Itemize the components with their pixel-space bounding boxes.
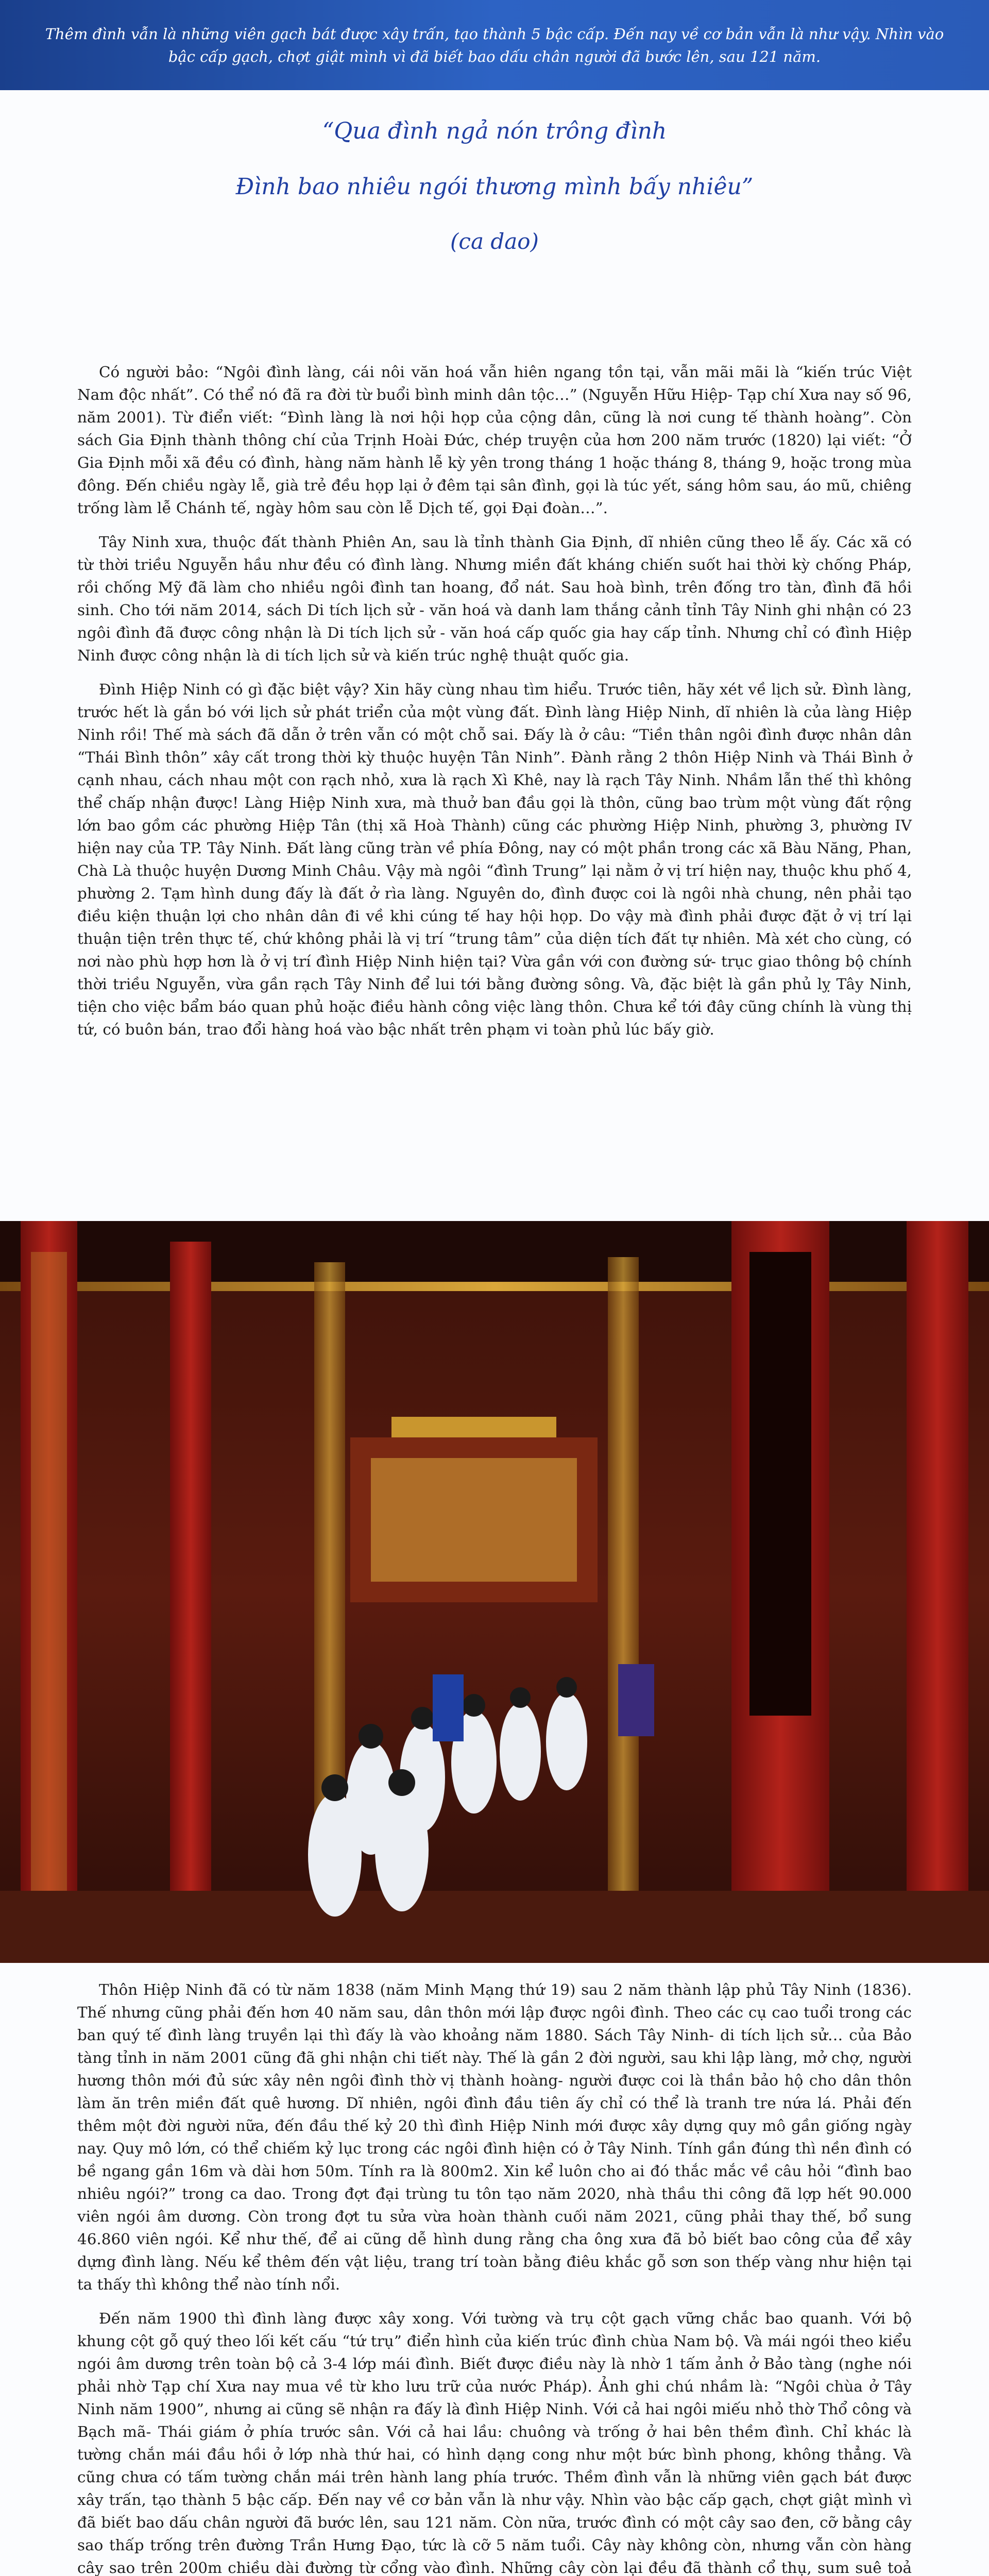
- paragraph: Tây Ninh xưa, thuộc đất thành Phiên An, sau là tỉnh thành Gia Định, dĩ nhiên cũng theo lễ ấy. Các xã có từ thời triều Nguyễn hầu như đều có đình làng. Nhưng miền đất kháng chiến suốt hai thời kỳ chống Pháp, rồi chống Mỹ đã làm cho nhiều ngôi đình tan hoang, đổ nát. Sau hoà bình, trên đống tro tàn, đình đã hồi sinh. Cho tới năm 2014, sách Di tích lịch sử - văn hoá và danh lam thắng cảnh tỉnh Tây Ninh ghi nhận có 23 ngôi đình đã được công nhận là Di tích lịch sử - văn hoá cấp quốc gia hay cấp tỉnh. Nhưng chỉ có đình Hiệp Ninh được công nhận là di tích lịch sử và kiến trúc nghệ thuật quốc gia.: [77, 533, 912, 664]
- paragraph: Có người bảo: “Ngôi đình làng, cái nôi văn hoá vẫn hiên ngang tồn tại, vẫn mãi mãi là “kiến trúc Việt Nam độc nhất”. Có thể nó đã ra đời từ buổi bình minh dân tộc…” (Nguyễn Hữu Hiệp- Tạp chí Xưa nay số 96, năm 2001). Từ điển viết: “Đình làng là nơi hội họp của cộng dân, cũng là nơi cung tế thành hoàng”. Còn sách Gia Định thành thông chí của Trịnh Hoài Đức, chép truyện của hơn 200 năm trước (1820) lại viết: “Ở Gia Định mỗi xã đều có đình, hàng năm hành lễ kỳ yên trong tháng 1 hoặc tháng 8, tháng 9, hoặc trong mùa đông. Đến chiều ngày lễ, già trẻ đều họp lại ở đêm tại sân đình, gọi là túc yết, sáng hôm sau, áo mũ, chiêng trống làm lễ Chánh tế, ngày hôm sau còn lễ Dịch tế, gọi Đại đoàn…”.: [77, 363, 912, 517]
- article-body-top: [77, 361, 912, 1052]
- paragraph: Đến năm 1900 thì đình làng được xây xong. Với tường và trụ cột gạch vững chắc bao quanh. Với bộ khung cột gỗ quý theo lối kết cấu “tứ trụ” điển hình của kiến trúc đình chùa Nam bộ. Và mái ngói theo kiểu ngói âm dương trên toàn bộ cả 3-4 lớp mái đình. Biết được điều này là nhờ 1 tấm ảnh ở Bảo tàng (nghe nói phải nhờ Tạp chí Xưa nay mua về từ kho lưu trữ của nước Pháp). Ảnh ghi chú nhầm là: “Ngôi chùa ở Tây Ninh năm 1900”, nhưng ai cũng sẽ nhận ra đấy là đình Hiệp Ninh. Với cả hai ngôi miếu nhỏ thờ Thổ công và Bạch mã- Thái giám ở phía trước sân. Với cả hai lầu: chuông và trống ở hai bên thềm đình. Chỉ khác là tường chắn mái đầu hồi ở lớp nhà thứ hai, có hình dạng cong như một bức bình phong, không thẳng. Và cũng chưa có tấm tường chắn mái trên hành lang phía trước. Thềm đình vẫn là những viên gạch bát được xây trấn, tạo thành 5 bậc cấp. Đến nay về cơ bản vẫn là như vậy. Nhìn vào bậc cấp gạch, chợt giật mình vì đã biết bao dấu chân người đã bước lên, sau 121 năm. Còn nữa, trước đình có một cây sao đen, cỡ bằng cây sao thấp trống trên đường Trần Hưng Đạo, tức là cỡ 5 năm tuổi. Cây này không còn, nhưng vẫn còn hàng cây sao trên 200m chiều dài đường từ cổng vào đình. Những cây còn lại đều đã thành cổ thụ, sum suê toả: [77, 2310, 912, 2576]
- poem-line-2: Đình bao nhiêu ngói thương mình bấy nhiêu”: [235, 174, 754, 200]
- paragraph: Thôn Hiệp Ninh đã có từ năm 1838 (năm Minh Mạng thứ 19) sau 2 năm thành lập phủ Tây Ninh (1836). Thế nhưng cũng phải đến hơn 40 năm sau, dân thôn mới lập được ngôi đình. Theo các cụ cao tuổi trong các ban quý tế đình làng truyền lại thì đấy là vào khoảng năm 1880. Sách Tây Ninh- di tích lịch sử… của Bảo tàng tỉnh in năm 2001 cũng đã ghi nhận chi tiết này. Thế là gần 2 đời người, sau khi lập làng, mở chợ, người hương thôn mới đủ sức xây nên ngôi đình thờ vị thành hoàng- người được coi là thần bảo hộ cho dân thôn làm ăn trên miền đất quê hương. Dĩ nhiên, ngôi đình đầu tiên ấy chỉ có thể là tranh tre nứa lá. Phải đến thêm một đời người nữa, đến đầu thế kỷ 20 thì đình Hiệp Ninh mới được xây dựng quy mô gần giống ngày nay. Quy mô lớn, có thể chiếm kỷ lục trong các ngôi đình hiện có ở Tây Ninh. Tính gần đúng thì nền đình có bề ngang gần 16m và dài hơn 50m. Tính ra là 800m2. Xin kể luôn cho ai đó thắc mắc về câu hỏi “đình bao nhiêu ngói?” trong ca dao. Trong đợt đại trùng tu tôn tạo năm 2020, nhà thầu thi công đã lợp hết 90.000 viên ngói âm dương. Còn trong đợt tu sửa vừa hoàn thành cuối năm 2021, cũng phải thay thế, bổ sung 46.860 viên ngói. Kể như thế, để ai cũng dễ hình dung rằng cha ông xưa đã bỏ biết bao công của để xây dựng đình làng. Nếu kể thêm đến vật liệu, trang trí toàn bằng điêu khắc gỗ sơn son thếp vàng như hiện tại ta thấy thì không thể nào tính nổi.: [77, 1981, 912, 2293]
- intro-text: Thêm đình vẫn là những viên gạch bát được xây trấn, tạo thành 5 bậc cấp. Đến nay về cơ bản vẫn là như vậy. Nhìn vào bậc cấp gạch, chợt giật mình vì đã biết bao dấu chân người đã bước lên, sau 121 năm.: [45, 25, 944, 65]
- poem-line-1: “Qua đình ngả nón trông đình: [322, 118, 667, 144]
- article-body-bottom: [77, 1978, 912, 2576]
- poem: [0, 116, 989, 256]
- poem-source: (ca dao): [450, 229, 539, 254]
- intro-banner: [0, 0, 989, 90]
- temple-interior-photo: [0, 1221, 989, 1963]
- paragraph: Đình Hiệp Ninh có gì đặc biệt vậy? Xin hãy cùng nhau tìm hiểu. Trước tiên, hãy xét về lịch sử. Đình làng, trước hết là gắn bó với lịch sử phát triển của một vùng đất. Đình làng Hiệp Ninh, dĩ nhiên là của làng Hiệp Ninh rồi! Thế mà sách đã dẫn ở trên vẫn có một chỗ sai. Đấy là ở câu: “Tiền thân ngôi đình được nhân dân “Thái Bình thôn” xây cất trong thời kỳ thuộc huyện Tân Ninh”. Đành rằng 2 thôn Hiệp Ninh và Thái Bình ở cạnh nhau, cách nhau một con rạch nhỏ, xưa là rạch Xì Khê, nay là rạch Tây Ninh. Nhầm lẫn thế thì không thể chấp nhận được! Làng Hiệp Ninh xưa, mà thuở ban đầu gọi là thôn, cũng bao trùm một vùng đất rộng lớn bao gồm các phường Hiệp Tân (thị xã Hoà Thành) cũng các phường Hiệp Ninh, phường 3, phường IV hiện nay của TP. Tây Ninh. Đất làng cũng tràn về phía Đông, nay có một phần trong các xã Bàu Năng, Phan, Chà Là thuộc huyện Dương Minh Châu. Vậy mà ngôi “đình Trung” lại nằm ở vị trí hiện nay, thuộc khu phố 4, phường 2. Tạm hình dung đấy là đất ở rìa làng. Nguyên do, đình được coi là ngôi nhà chung, nên phải tạo điều kiện thuận lợi cho nhân dân đi về khi cúng tế hay hội họp. Do vậy mà đình phải được đặt ở vị trí lại thuận tiện trên thực tế, chứ không phải là vị trí “trung tâm” của diện tích đất tự nhiên. Mà xét cho cùng, có nơi nào phù hợp hơn là ở vị trí đình Hiệp Ninh hiện tại? Vừa gần với con đường sứ- trục giao thông bộ chính thời triều Nguyễn, vừa gần rạch Tây Ninh để lui tới bằng đường sông. Và, đặc biệt là gần phủ lỵ Tây Ninh, tiện cho việc bẩm báo quan phủ hoặc điều hành công việc làng thôn. Chưa kể tới đây cũng chính là vùng thị tứ, có buôn bán, trao đổi hàng hoá vào bậc nhất trên phạm vi toàn phủ lúc bấy giờ.: [77, 681, 912, 1038]
